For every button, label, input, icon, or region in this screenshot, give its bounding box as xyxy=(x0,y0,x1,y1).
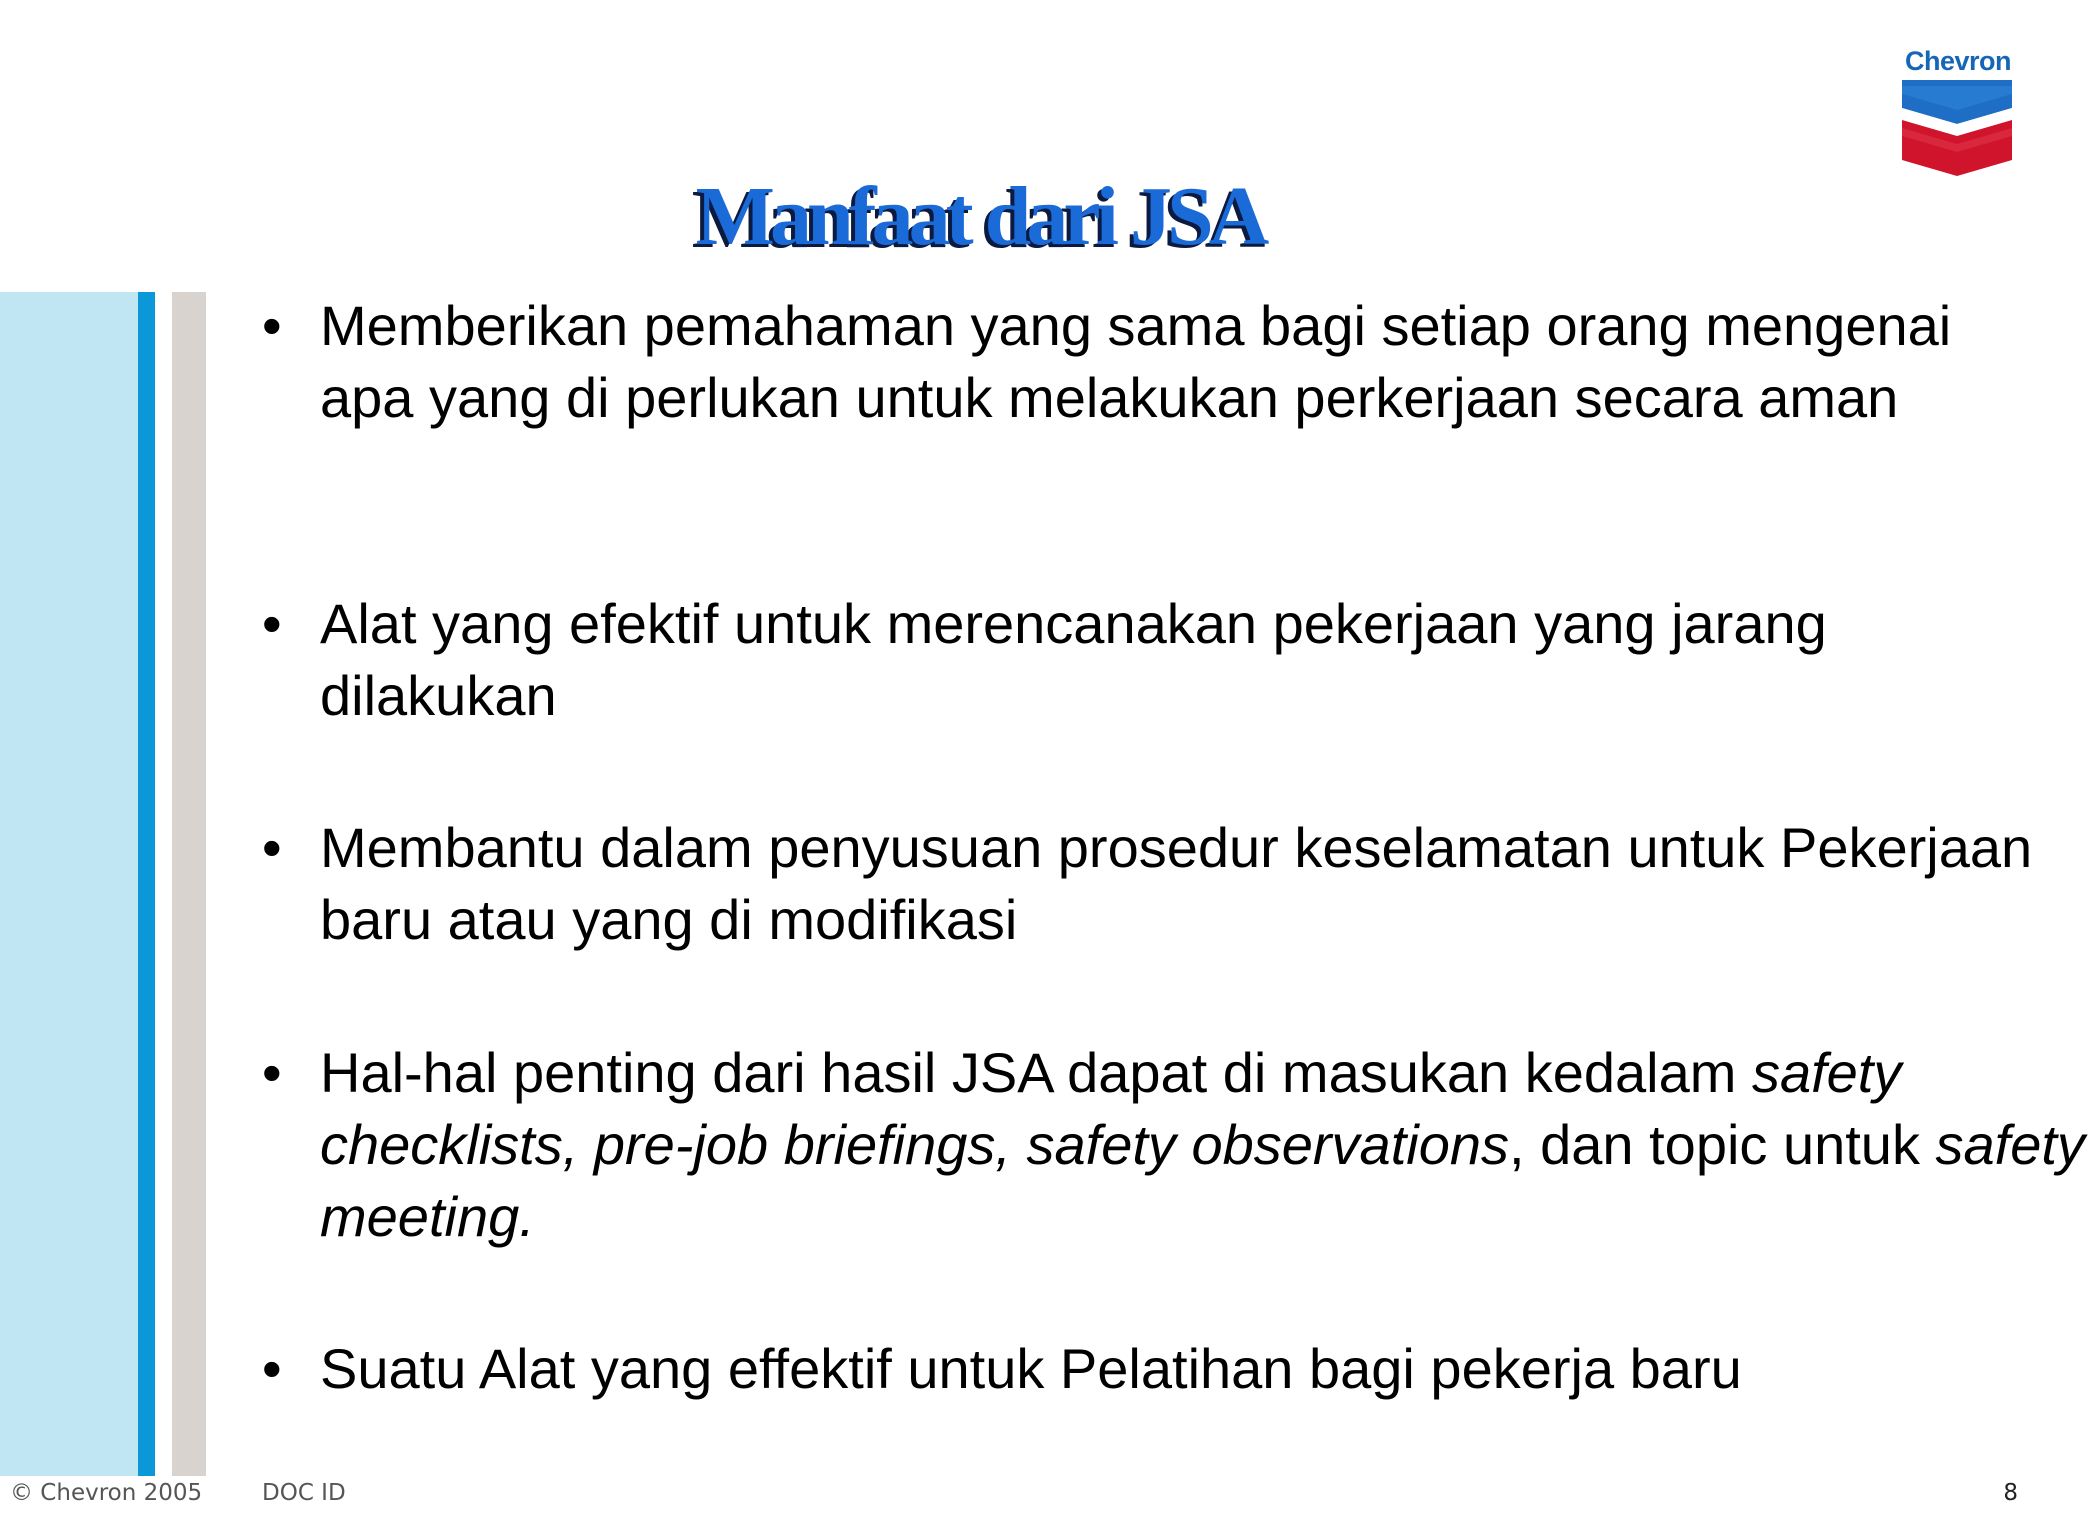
bullet-text: Memberikan pemahaman yang sama bagi setiap orang mengenai apa yang di perlukan untuk melakukan perkerjaan secara aman xyxy=(320,294,1952,429)
bullet-marker: • xyxy=(262,294,282,357)
left-stripe-gap xyxy=(155,292,172,1476)
bullet-text-italic: safety meeting. xyxy=(320,1113,2085,1248)
bullet-marker: • xyxy=(262,816,282,879)
bullet-text: Suatu Alat yang effektif untuk Pelatihan bagi pekerja baru xyxy=(320,1337,1742,1400)
chevron-emblem-icon xyxy=(1902,80,2012,176)
chevron-logo xyxy=(1888,46,2028,176)
bullet-text: Membantu dalam penyusuan prosedur keselamatan untuk Pekerjaan baru atau yang di modifikasi xyxy=(320,816,2033,951)
bullet-marker: • xyxy=(262,1337,282,1400)
slide-title: Manfaat dari JSA xyxy=(695,170,1265,263)
bullet-text xyxy=(320,1037,2100,1253)
logo-text: Chevron xyxy=(1904,46,2012,76)
bullet-text-italic: safety checklists, pre-job briefings, safety observations xyxy=(320,1041,1902,1176)
bullet-marker: • xyxy=(262,1041,282,1104)
footer-copyright: © Chevron 2005 xyxy=(10,1480,203,1506)
bullet-text: Alat yang efektif untuk merencanakan pekerjaan yang jarang dilakukan xyxy=(320,592,1827,727)
bullet-text-part: , dan topic untuk xyxy=(1509,1113,1936,1176)
bullet-marker: • xyxy=(262,592,282,655)
left-blue-stripe xyxy=(138,292,155,1476)
page-number: 8 xyxy=(2003,1480,2018,1506)
footer-doc-id: DOC ID xyxy=(262,1480,346,1506)
bullet-text-part: Hal-hal penting dari hasil JSA dapat di masukan kedalam xyxy=(320,1041,1752,1104)
left-grey-stripe xyxy=(172,292,206,1476)
left-light-blue-bar xyxy=(0,292,138,1476)
